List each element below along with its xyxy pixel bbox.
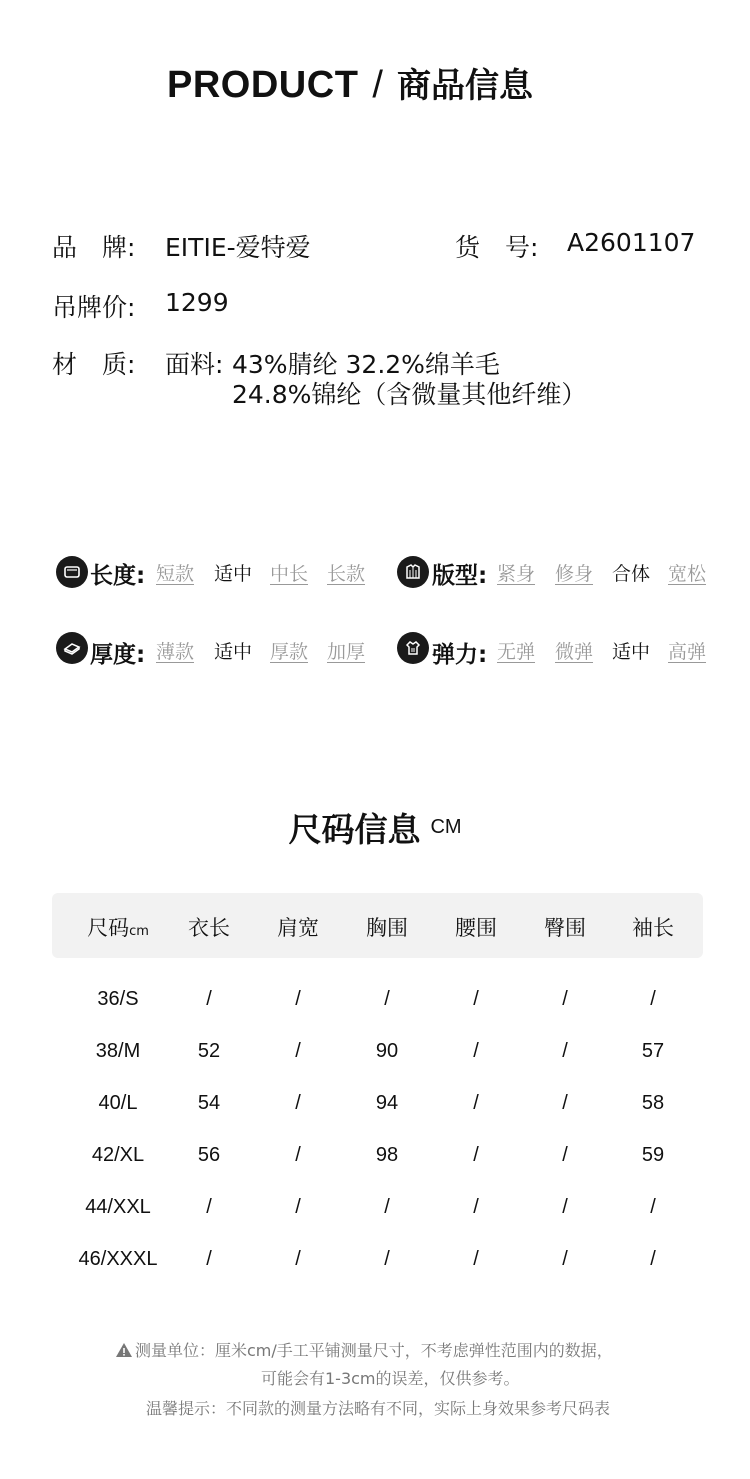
size-table-cell-shoulder: / — [295, 1092, 301, 1114]
size-table-cell-waist: / — [473, 1092, 479, 1114]
size-table-header-waist-text: 腰围 — [455, 916, 497, 940]
attr-fit-option-tight: 紧身 — [497, 563, 536, 585]
size-table-cell-shoulder: / — [295, 988, 301, 1010]
price-value: 1299 — [165, 288, 229, 317]
attr-fit-option-loose: 宽松 — [668, 563, 707, 585]
size-table-cell-size: 44/XXL — [85, 1196, 151, 1218]
attr-thickness-option-medium: 适中 — [214, 641, 253, 663]
size-table-cell-chest: 98 — [375, 1144, 399, 1166]
size-table-cell-shoulder: / — [295, 1196, 301, 1218]
size-table-cell-sleeve: 57 — [641, 1040, 665, 1062]
size-table-cell-waist: / — [473, 1196, 479, 1218]
size-table-cell-size: 40/L — [98, 1092, 138, 1114]
attr-thickness-label: 厚度: — [90, 642, 146, 668]
size-table-header-unit: cm — [129, 924, 149, 939]
size-table-cell-waist: / — [473, 988, 479, 1010]
size-table-header-hip-text: 臀围 — [544, 916, 586, 940]
attr-elasticity-option-none: 无弹 — [497, 641, 536, 663]
elasticity-icon — [397, 632, 429, 664]
attr-length-option-long: 长款 — [327, 563, 366, 585]
material-line-1: 43%腈纶 32.2%绵羊毛 — [232, 350, 500, 379]
fit-icon — [397, 556, 429, 588]
size-table-cell-hip: / — [562, 1196, 568, 1218]
attr-length-option-short: 短款 — [156, 563, 195, 585]
size-section-unit: CM — [430, 816, 462, 838]
size-table-cell-shoulder: / — [295, 1144, 301, 1166]
page-title — [0, 58, 700, 107]
attr-elasticity-option-high: 高弹 — [668, 641, 707, 663]
sku-value: A2601107 — [567, 228, 696, 257]
size-table-cell-length: / — [206, 1196, 212, 1218]
size-table-header-length-text: 衣长 — [188, 916, 230, 940]
size-table-cell-shoulder: / — [295, 1040, 301, 1062]
size-table-cell-size: 46/XXXL — [78, 1248, 158, 1270]
sku-label: 货 号: — [455, 233, 539, 262]
size-table-cell-length: 54 — [197, 1092, 221, 1114]
attr-elasticity-option-slight: 微弹 — [555, 641, 594, 663]
attr-thickness-option-thin: 薄款 — [156, 641, 195, 663]
size-table-cell-waist: / — [473, 1144, 479, 1166]
page-title-cn: 商品信息 — [396, 66, 533, 106]
size-table-cell-hip: / — [562, 1040, 568, 1062]
size-table-cell-sleeve: 58 — [641, 1092, 665, 1114]
note-line-1-text: 测量单位：厘米cm/手工平铺测量尺寸，不考虑弹性范围内的数据， — [135, 1341, 613, 1360]
warning-icon — [115, 1342, 133, 1358]
size-table-cell-sleeve: / — [650, 988, 656, 1010]
size-table-cell-size: 36/S — [97, 988, 139, 1010]
size-table-cell-length: 56 — [197, 1144, 221, 1166]
size-table-cell-size: 42/XL — [91, 1144, 145, 1166]
brand-label: 品 牌: — [52, 233, 136, 262]
size-table-cell-sleeve: 59 — [641, 1144, 665, 1166]
size-table-cell-chest: 94 — [375, 1092, 399, 1114]
size-table-cell-sleeve: / — [650, 1196, 656, 1218]
size-table-cell-hip: / — [562, 1092, 568, 1114]
size-table-cell-chest: / — [384, 988, 390, 1010]
size-table-cell-hip: / — [562, 988, 568, 1010]
size-table-cell-length: / — [206, 1248, 212, 1270]
size-table-header-length — [164, 912, 254, 942]
material-prefix: 面料: — [165, 350, 224, 379]
size-table-cell-chest: 90 — [375, 1040, 399, 1062]
size-table-header-shoulder — [253, 912, 343, 942]
size-table-cell-size: 38/M — [95, 1040, 141, 1062]
material-label: 材 质: — [52, 350, 136, 379]
size-section-title-text: 尺码信息 — [288, 810, 421, 849]
attr-fit-label: 版型: — [432, 563, 488, 589]
size-table-header-hip — [520, 912, 610, 942]
size-table-header-chest — [342, 912, 432, 942]
attr-thickness-option-thick: 厚款 — [270, 641, 309, 663]
size-table-cell-length: 52 — [197, 1040, 221, 1062]
note-line-1 — [115, 1338, 613, 1361]
size-table-header-sleeve-text: 袖长 — [632, 916, 674, 940]
brand-value: EITIE-爱特爱 — [165, 233, 311, 262]
size-table-header-sleeve — [608, 912, 698, 942]
size-table-header-chest-text: 胸围 — [366, 916, 408, 940]
size-table-cell-chest: / — [384, 1196, 390, 1218]
note-line-3: 温馨提示：不同款的测量方法略有不同，实际上身效果参考尺码表 — [146, 1399, 611, 1418]
attr-elasticity-label: 弹力: — [432, 642, 488, 668]
material-line-2: 24.8%锦纶（含微量其他纤维） — [232, 380, 587, 409]
attr-fit-option-slim: 修身 — [555, 563, 594, 585]
attr-length-option-medium: 适中 — [214, 563, 253, 585]
page-title-separator: / — [372, 64, 383, 106]
page-title-en: PRODUCT — [167, 64, 359, 106]
size-table-cell-shoulder: / — [295, 1248, 301, 1270]
size-section-title — [0, 804, 750, 851]
size-table-header-size — [73, 912, 163, 942]
size-table-cell-length: / — [206, 988, 212, 1010]
size-table-header-shoulder-text: 肩宽 — [277, 916, 319, 940]
size-table-cell-hip: / — [562, 1144, 568, 1166]
attr-length-option-midlong: 中长 — [270, 563, 309, 585]
size-table-header-size-text: 尺码 — [87, 916, 130, 940]
attr-elasticity-option-medium: 适中 — [612, 641, 651, 663]
size-table-cell-waist: / — [473, 1040, 479, 1062]
attr-thickness-option-extra-thick: 加厚 — [327, 641, 366, 663]
size-table-cell-waist: / — [473, 1248, 479, 1270]
size-table-cell-hip: / — [562, 1248, 568, 1270]
attr-fit-option-regular: 合体 — [612, 563, 651, 585]
size-table-cell-chest: / — [384, 1248, 390, 1270]
price-label: 吊牌价: — [52, 293, 136, 322]
thickness-icon — [56, 632, 88, 664]
length-icon — [56, 556, 88, 588]
attr-length-label: 长度: — [90, 563, 146, 589]
size-table-header-waist — [431, 912, 521, 942]
note-line-2: 可能会有1-3cm的误差，仅供参考。 — [261, 1369, 520, 1388]
size-table-cell-sleeve: / — [650, 1248, 656, 1270]
